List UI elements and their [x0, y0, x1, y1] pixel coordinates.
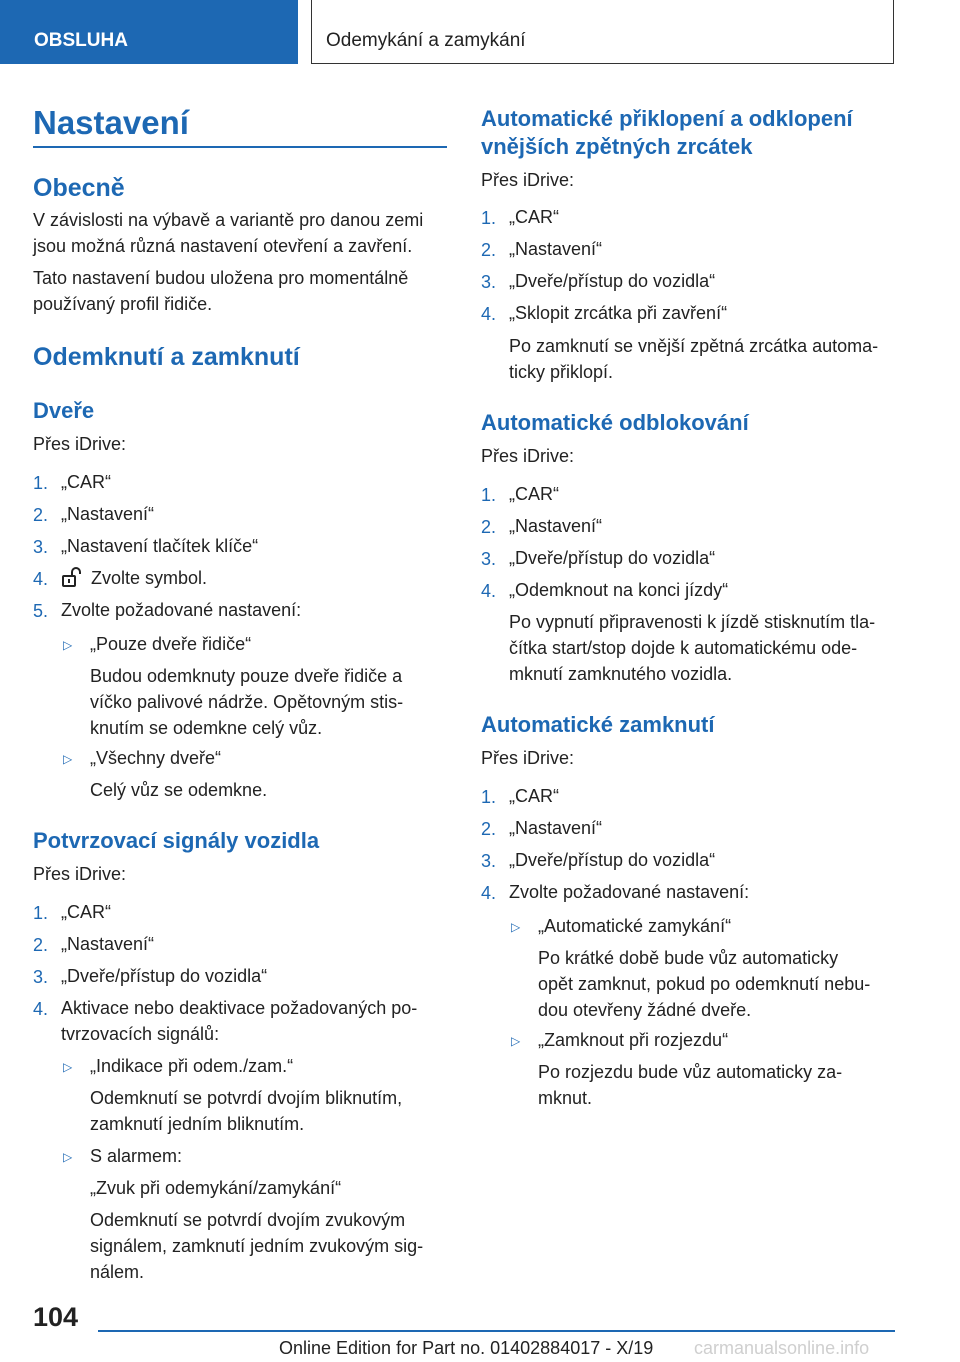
step-number: 4.	[33, 999, 49, 1019]
triangle-right-icon: ▷	[63, 1150, 73, 1164]
chapter-tab	[311, 0, 894, 64]
step-text: „Nastavení“	[509, 818, 603, 838]
paragraph-line: Tato nastavení budou uložena pro momentálně	[33, 268, 409, 288]
step-number: 1.	[481, 485, 497, 505]
step-number: 5.	[33, 601, 49, 621]
step-number: 1.	[33, 473, 49, 493]
watermark: carmanualsonline.info	[694, 1338, 870, 1358]
option-desc: mknut.	[538, 1088, 593, 1108]
option-desc: signálem, zamknutí jedním zvukovým sig-	[90, 1236, 424, 1256]
paragraph-line: používaný profil řidiče.	[33, 294, 213, 314]
via-idrive: Přes iDrive:	[33, 864, 127, 884]
step-text: „Nastavení“	[61, 504, 155, 524]
option-label: „Všechny dveře“	[90, 748, 222, 768]
heading-odemknuti: Odemknutí a zamknutí	[33, 343, 300, 371]
step-desc: ticky přiklopí.	[509, 362, 614, 382]
step-text: Zvolte požadované nastavení:	[509, 882, 750, 902]
step-text: „CAR“	[509, 484, 559, 504]
option-desc: Celý vůz se odemkne.	[90, 780, 268, 800]
heading-dvere: Dveře	[33, 398, 95, 423]
option-desc: dou otevřeny žádné dveře.	[538, 1000, 752, 1020]
step-text: „Dveře/přístup do vozidla“	[509, 271, 716, 291]
option-desc: zamknutí jedním bliknutím.	[90, 1114, 305, 1134]
step-number: 3.	[33, 537, 49, 557]
option-desc: Odemknutí se potvrdí dvojím bliknutím,	[90, 1088, 403, 1108]
step-text: Aktivace nebo deaktivace požadovaných po-	[61, 998, 418, 1018]
step-text: Zvolte symbol.	[91, 568, 208, 588]
step-number: 4.	[481, 883, 497, 903]
step-text: „Dveře/přístup do vozidla“	[61, 966, 268, 986]
step-number: 1.	[481, 208, 497, 228]
triangle-right-icon: ▷	[63, 752, 73, 766]
option-desc: „Zvuk při odemykání/zamykání“	[90, 1178, 342, 1198]
heading-zrcatka: Automatické přiklopení a odklopení	[481, 106, 853, 131]
step-text: „Nastavení tlačítek klíče“	[61, 536, 259, 556]
page-title: Nastavení	[33, 104, 189, 141]
option-desc: opět zamknut, pokud po odemknutí nebu-	[538, 974, 871, 994]
paragraph-line: jsou možná různá nastavení otevření a zavření.	[33, 236, 413, 256]
via-idrive: Přes iDrive:	[481, 748, 575, 768]
option-label: S alarmem:	[90, 1146, 183, 1166]
step-text: „Odemknout na konci jízdy“	[509, 580, 729, 600]
option-desc: Odemknutí se potvrdí dvojím zvukovým	[90, 1210, 406, 1230]
paragraph-line: V závislosti na výbavě a variantě pro danou zemi	[33, 210, 424, 230]
heading-zamknuti: Automatické zamknutí	[481, 712, 715, 737]
step-number: 2.	[481, 819, 497, 839]
option-label: „Indikace při odem./zam.“	[90, 1056, 294, 1076]
step-text: „CAR“	[509, 786, 559, 806]
step-number: 4.	[33, 569, 49, 589]
section-tab	[0, 0, 298, 64]
step-number: 1.	[481, 787, 497, 807]
step-number: 2.	[33, 935, 49, 955]
step-text: „CAR“	[61, 902, 111, 922]
step-text: „Dveře/přístup do vozidla“	[509, 850, 716, 870]
section-label: OBSLUHA	[34, 30, 128, 51]
via-idrive: Přes iDrive:	[481, 446, 575, 466]
option-label: „Automatické zamykání“	[538, 916, 732, 936]
step-number: 2.	[481, 517, 497, 537]
unlock-icon	[61, 566, 83, 593]
option-desc: knutím se odemkne celý vůz.	[90, 718, 323, 738]
step-text: „Nastavení“	[509, 239, 603, 259]
step-desc: Po zamknutí se vnější zpětná zrcátka automa-	[509, 336, 879, 356]
edition-note: Online Edition for Part no. 01402884017 - X/19	[279, 1338, 654, 1358]
triangle-right-icon: ▷	[63, 1060, 73, 1074]
heading-obecne: Obecně	[33, 174, 125, 202]
step-desc: Po vypnutí připravenosti k jízdě stisknutím tla-	[509, 612, 876, 632]
step-number: 3.	[481, 549, 497, 569]
step-number: 1.	[33, 903, 49, 923]
step-number: 3.	[481, 272, 497, 292]
step-text: tvrzovacích signálů:	[61, 1024, 220, 1044]
heading-odblokovani: Automatické odblokování	[481, 410, 749, 435]
step-text: „Nastavení“	[61, 934, 155, 954]
via-idrive: Přes iDrive:	[33, 434, 127, 454]
step-text: Zvolte požadované nastavení:	[61, 600, 302, 620]
option-desc: víčko palivové nádrže. Opětovným stis-	[90, 692, 404, 712]
step-text: „Dveře/přístup do vozidla“	[509, 548, 716, 568]
heading-potvrzovaci: Potvrzovací signály vozidla	[33, 828, 320, 853]
via-idrive: Přes iDrive:	[481, 170, 575, 190]
chapter-label: Odemykání a zamykání	[326, 30, 526, 51]
title-divider	[33, 146, 447, 148]
triangle-right-icon: ▷	[511, 1034, 521, 1048]
option-desc: Po rozjezdu bude vůz automaticky za-	[538, 1062, 843, 1082]
triangle-right-icon: ▷	[511, 920, 521, 934]
step-number: 4.	[481, 304, 497, 324]
step-number: 3.	[33, 967, 49, 987]
option-label: „Zamknout při rozjezdu“	[538, 1030, 729, 1050]
step-text: „Nastavení“	[509, 516, 603, 536]
triangle-right-icon: ▷	[63, 638, 73, 652]
step-text: „Sklopit zrcátka při zavření“	[509, 303, 728, 323]
step-number: 2.	[481, 240, 497, 260]
step-text: „CAR“	[61, 472, 111, 492]
footer-divider	[98, 1330, 895, 1332]
step-text: „CAR“	[509, 207, 559, 227]
option-desc: nálem.	[90, 1262, 145, 1282]
option-desc: Budou odemknuty pouze dveře řidiče a	[90, 666, 403, 686]
option-label: „Pouze dveře řidiče“	[90, 634, 252, 654]
step-desc: mknutí zamknutého vozidla.	[509, 664, 733, 684]
step-number: 3.	[481, 851, 497, 871]
step-number: 4.	[481, 581, 497, 601]
step-number: 2.	[33, 505, 49, 525]
page-number: 104	[33, 1302, 79, 1332]
heading-zrcatka-line2: vnějších zpětných zrcátek	[481, 134, 753, 159]
step-desc: čítka start/stop dojde k automatickému ode-	[509, 638, 858, 658]
option-desc: Po krátké době bude vůz automaticky	[538, 948, 839, 968]
